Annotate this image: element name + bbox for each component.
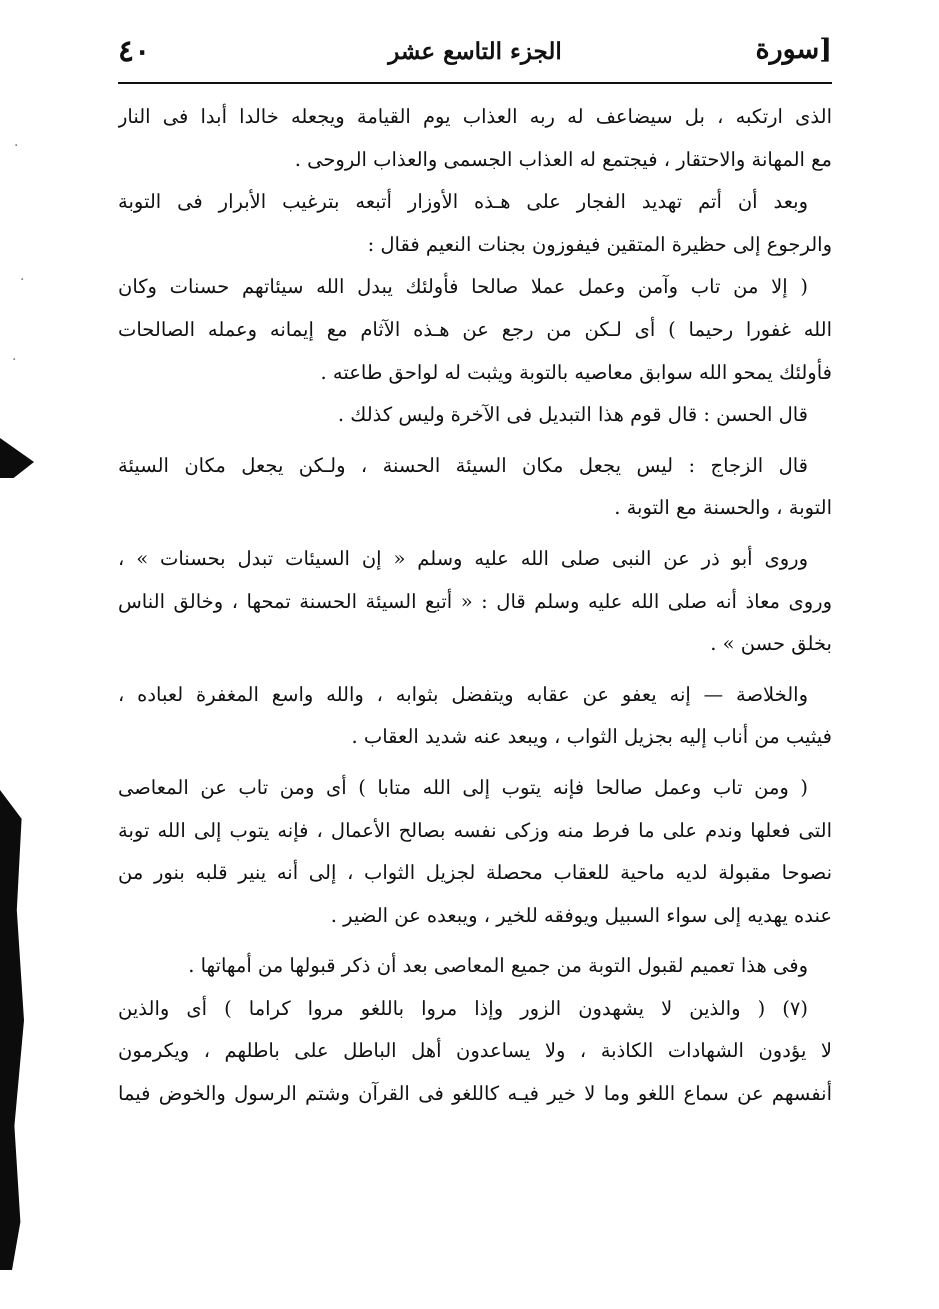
text-line: فأولئك يمحو الله سوابق معاصيه بالتوبة ويثبت له لواحق طاعته .: [320, 360, 832, 384]
text-line: والرجوع إلى حظيرة المتقين فيفوزون بجنات النعيم فقال :: [367, 232, 832, 256]
scan-speck: ·: [14, 138, 19, 154]
scan-edge-shadow: [0, 790, 24, 1270]
text-line: وروى معاذ أنه صلى الله عليه وسلم قال : « أتبع السيئة الحسنة تمحها ، وخالق الناس: [118, 589, 832, 613]
scan-speck: ·: [12, 352, 17, 368]
text-line: لا يؤدون الشهادات الكاذبة ، ولا يساعدون أهل الباطل على باطلهم ، ويكرمون: [118, 1039, 832, 1063]
text-line: عنده يهديه إلى سواء السبيل ويوفقه للخير ، ويبعده عن الضير .: [330, 903, 832, 927]
text-line: وفى هذا تعميم لقبول التوبة من جميع المعاصى بعد أن ذكر قبولها من أمهاتها .: [188, 954, 808, 978]
part-title: الجزء التاسع عشر: [388, 38, 562, 65]
page-number: ٤٠: [118, 34, 151, 69]
text-line: التوبة ، والحسنة مع التوبة .: [614, 496, 832, 520]
surah-label: [سورة: [755, 34, 832, 65]
text-line: بخلق حسن » .: [710, 632, 832, 656]
text-line: (٧) ( والذين لا يشهدون الزور وإذا مروا باللغو مروا كراما ) أى والذين: [118, 996, 808, 1020]
text-line: قال الحسن : قال قوم هذا التبديل فى الآخرة وليس كذلك .: [337, 403, 808, 427]
page-body: [118, 96, 832, 1116]
scan-ink-blot: [0, 438, 34, 478]
text-line: ( ومن تاب وعمل صالحا فإنه يتوب إلى الله متابا ) أى ومن تاب عن المعاصى: [118, 775, 808, 799]
text-line: قال الزجاج : ليس يجعل مكان السيئة الحسنة ، ولـكن يجعل مكان السيئة: [118, 453, 808, 477]
text-line: فيثيب من أناب إليه بجزيل الثواب ، ويبعد عنه شديد العقاب .: [351, 725, 832, 749]
text-line: نصوحا مقبولة لديه ماحية للعقاب محصلة لجزيل الثواب ، إلى أنه ينير قلبه بنور من: [118, 861, 832, 885]
scan-speck: ·: [20, 272, 25, 288]
text-line: الذى ارتكبه ، بل سيضاعف له ربه العذاب يوم القيامة ويجعله خالدا أبدا فى النار: [118, 105, 832, 128]
text-line: التى فعلها وندم على ما فرط منه وزكى نفسه بصالح الأعمال ، فإنه يتوب إلى الله توبة: [118, 818, 832, 842]
text-line: أنفسهم عن سماع اللغو وما لا خير فيـه كاللغو فى القرآن وشتم الرسول والخوض فيما: [118, 1082, 832, 1106]
text-line: مع المهانة والاحتقار ، فيجتمع له العذاب الجسمى والعذاب الروحى .: [294, 147, 832, 171]
text-line: وروى أبو ذر عن النبى صلى الله عليه وسلم « إن السيئات تبدل بحسنات » ،: [118, 546, 808, 570]
page-header: [118, 30, 832, 84]
text-line: وبعد أن أتم تهديد الفجار على هـذه الأوزار أتبعه بترغيب الأبرار فى التوبة: [118, 190, 808, 214]
text-line: والخلاصة — إنه يعفو عن عقابه ويتفضل بثوابه ، والله واسع المغفرة لعباده ،: [118, 682, 808, 706]
text-line: الله غفورا رحيما ) أى لـكن من رجع عن هـذه الآثام مع إيمانه وعمله الصالحات: [118, 317, 832, 341]
text-line: ( إلا من تاب وآمن وعمل عملا صالحا فأولئك يبدل الله سيئاتهم حسنات وكان: [118, 275, 808, 299]
